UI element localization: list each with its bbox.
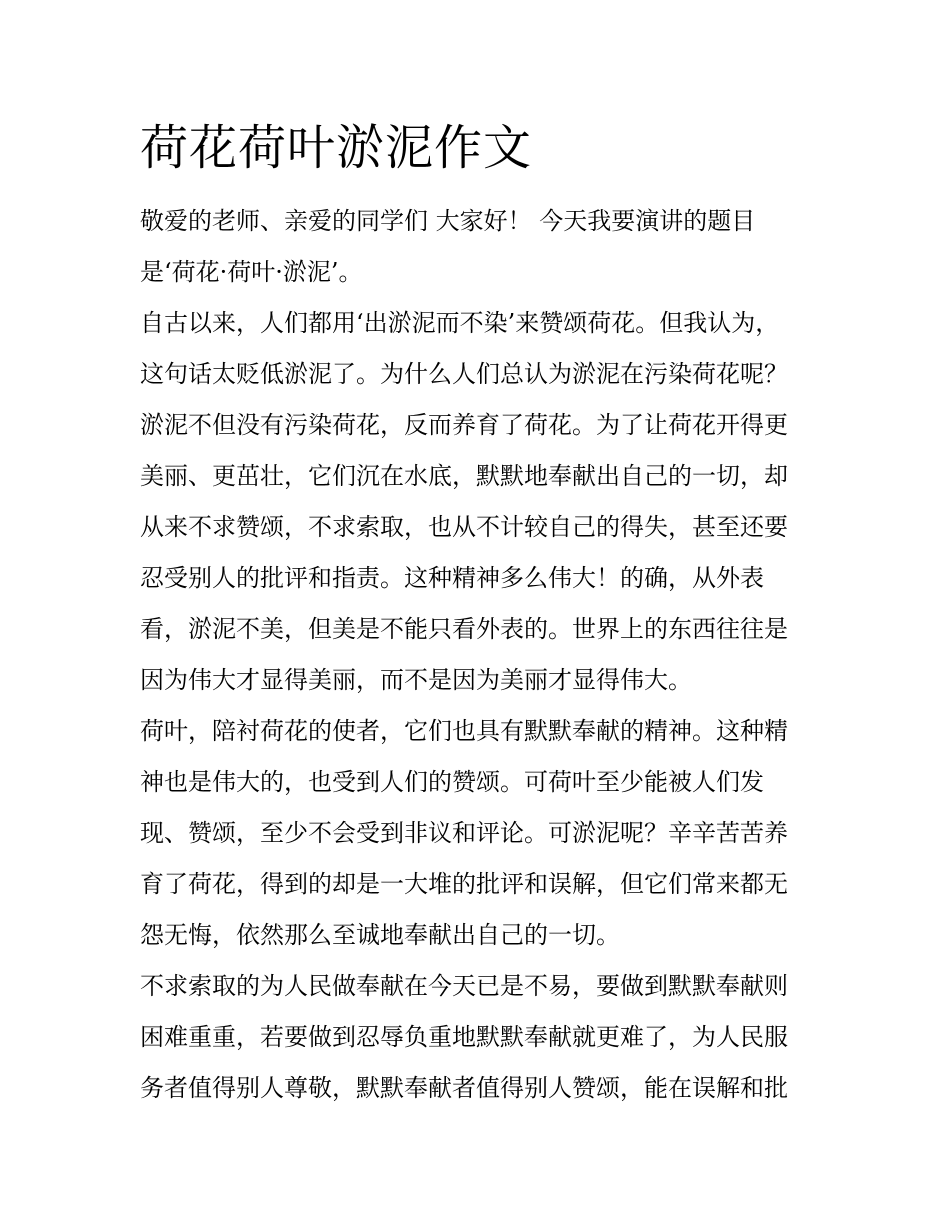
text-line: 困难重重，若要做到忍辱负重地默默奉献就更难了，为人民服 [140, 1023, 788, 1051]
text-line: 淤泥不但没有污染荷花，反而养育了荷花。为了让荷花开得更 [140, 411, 788, 439]
text-line: 育了荷花，得到的却是一大堆的批评和误解，但它们常来都无 [140, 870, 788, 898]
text-line: 是‘荷花·荷叶·淤泥’。 [140, 258, 363, 286]
text-line: 因为伟大才显得美丽，而不是因为美丽才显得伟大。 [140, 666, 692, 694]
text-line: 美丽、更茁壮，它们沉在水底，默默地奉献出自己的一切，却 [140, 462, 788, 490]
text-line: 从来不求赞颂，不求索取，也从不计较自己的得失，甚至还要 [140, 513, 788, 541]
text-line: 荷叶，陪衬荷花的使者，它们也具有默默奉献的精神。这种精 [140, 717, 788, 745]
text-line: 这句话太贬低淤泥了。为什么人们总认为淤泥在污染荷花呢？ [140, 360, 788, 388]
text-line: 自古以来，人们都用‘出淤泥而不染’来赞颂荷花。但我认为， [140, 309, 780, 337]
text-line: 看，淤泥不美，但美是不能只看外表的。世界上的东西往往是 [140, 615, 788, 643]
text-line: 怨无悔，依然那么至诚地奉献出自己的一切。 [140, 921, 620, 949]
text-line: 务者值得别人尊敬，默默奉献者值得别人赞颂，能在误解和批 [140, 1074, 788, 1102]
text-line: 神也是伟大的，也受到人们的赞颂。可荷叶至少能被人们发 [140, 768, 764, 796]
text-line: 不求索取的为人民做奉献在今天已是不易，要做到默默奉献则 [140, 972, 788, 1000]
text-line: 敬爱的老师、亲爱的同学们 大家好！ 今天我要演讲的题目 [140, 207, 756, 235]
text-line: 现、赞颂，至少不会受到非议和评论。可淤泥呢？辛辛苦苦养 [140, 819, 788, 847]
document-title: 荷花荷叶淤泥作文 [140, 120, 533, 176]
text-line: 忍受别人的批评和指责。这种精神多么伟大！的确，从外表 [140, 564, 764, 592]
